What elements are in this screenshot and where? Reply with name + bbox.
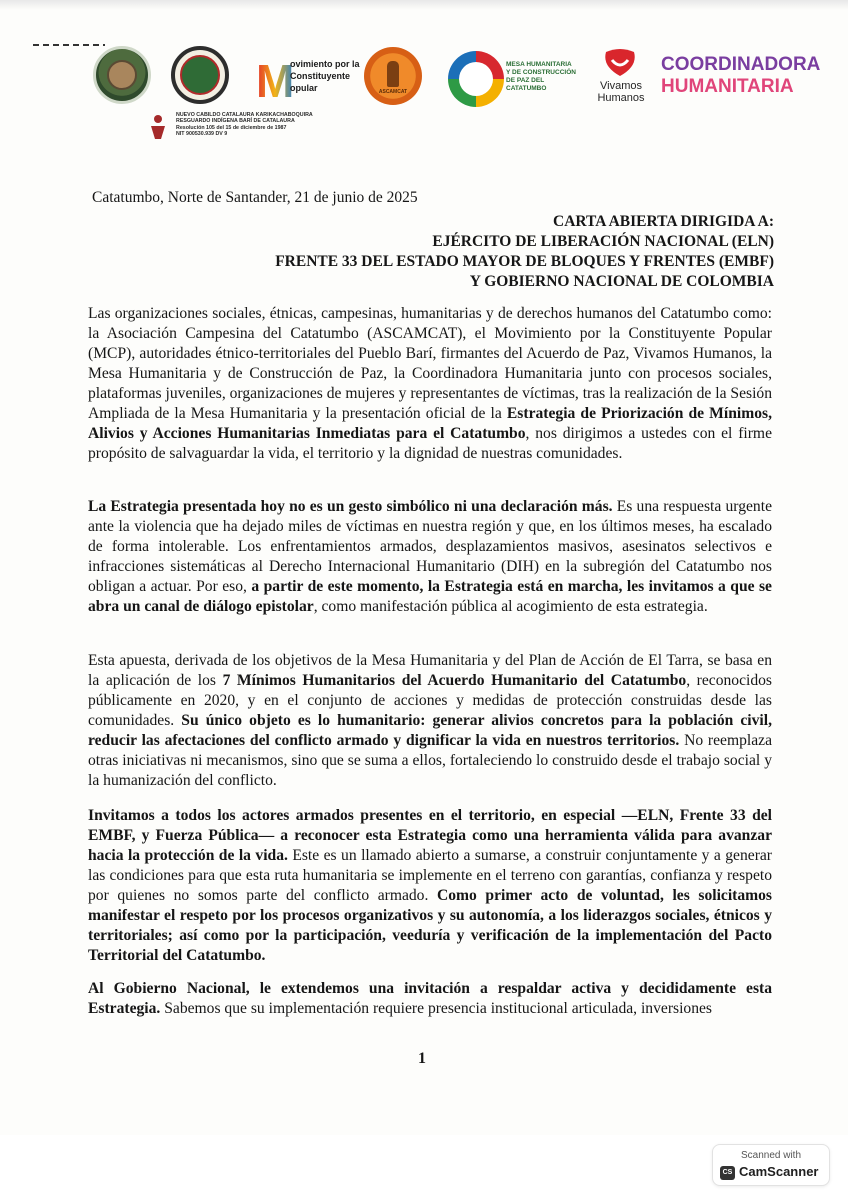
mcp-line-2: Constituyente xyxy=(290,71,351,81)
camscanner-watermark xyxy=(712,1144,830,1186)
vivamos-line-1: Vivamos xyxy=(600,80,642,92)
p3-text-a: Esta apuesta, derivada de los objetivos de la Mesa Humanitaria y del Plan de Acción de El Tarra, se basa en la aplicación de los xyxy=(88,652,772,689)
leader-portrait-logo xyxy=(93,46,151,104)
cabildo-bari-logo xyxy=(171,46,229,104)
ascamcat-label: ASCAMCAT xyxy=(378,89,408,95)
cabildo-caption-text xyxy=(176,112,313,138)
addressee-line-1: CARTA ABIERTA DIRIGIDA A: xyxy=(553,213,774,230)
mcp-logo xyxy=(256,52,371,112)
paragraph-1 xyxy=(88,304,772,464)
ascamcat-figure-icon xyxy=(387,61,399,87)
p1-strategy-name: Estrategia de Priorización de Mínimos, Alivios y Acciones Humanitarias Inmediatas para el Catatumbo xyxy=(88,405,772,442)
mcp-logo-text xyxy=(290,58,370,94)
addressee-line-2: EJÉRCITO DE LIBERACIÓN NACIONAL (ELN) xyxy=(432,233,774,250)
coordinadora-line-1: COORDINADORA xyxy=(661,54,821,75)
p1-text-c: , nos dirigimos a ustedes con el firme propósito de salvaguardar la vida, el territorio y la dignidad de nuestras comunidades. xyxy=(88,425,772,462)
p3-text-e: No reemplaza otras iniciativas ni mecanismos, sino que se suma a ellos, fortaleciendo lo construido desde el trabajo social y la humanización del conflicto. xyxy=(88,732,772,789)
dateline: Catatumbo, Norte de Santander, 21 de junio de 2025 xyxy=(92,189,418,206)
handwritten-dash-mark xyxy=(33,44,105,46)
smile-heart-icon xyxy=(600,48,640,78)
p4-invitation: Invitamos a todos los actores armados presentes en el territorio, en especial —ELN, Frente 33 del EMBF, y Fuerza Pública— a reconocer esta Estrategia como una herramienta válida para avanzar hacia la protección de la vida. xyxy=(88,807,772,864)
coordinadora-humanitaria-logo xyxy=(661,54,821,104)
mcp-letter: M xyxy=(256,55,295,107)
cabildo-caption xyxy=(148,112,378,148)
mesa-humanitaria-logo xyxy=(448,51,578,111)
mesa-line-3: DE PAZ DEL CATATUMBO xyxy=(506,77,547,92)
p3-objective: Su único objeto es lo humanitario: generar alivios concretos para la población civil, reducir las afectaciones del conflicto armado y dignificar la vida en nuestros territorios. xyxy=(88,712,772,749)
paragraph-4 xyxy=(88,806,772,966)
cabildo-figure-icon xyxy=(148,114,168,140)
p5-text-b: Sabemos que su implementación requiere presencia institucional articulada, inversiones xyxy=(160,1000,712,1017)
cabildo-line-4: NIT 900530.939 DV 9 xyxy=(176,131,228,138)
p4-request: Como primer acto de voluntad, les solicitamos manifestar el respeto por los procesos organizativos y su autonomía, a los liderazgos sociales, étnicos y territoriales; así como por la participación, veeduría y verificación de la implementación del Pacto Territorial del Catatumbo. xyxy=(88,887,772,964)
p2-invitation: a partir de este momento, la Estrategia está en marcha, les invitamos a que se abra un canal de diálogo epistolar xyxy=(88,578,772,615)
mesa-line-1: MESA HUMANITARIA xyxy=(506,61,572,68)
vivamos-logo-text xyxy=(592,80,650,104)
scan-edge-shadow xyxy=(0,0,848,10)
p2-lead: La Estrategia presentada hoy no es un gesto simbólico ni una declaración más. xyxy=(88,498,613,515)
p4-text-b: Este es un llamado abierto a sumarse, a construir conjuntamente y a generar las condiciones para que esta ruta humanitaria se implemente en el terreno con garantías, confianza y respeto por quienes no somos parte del conflicto armado. xyxy=(88,847,772,904)
mesa-line-2: Y DE CONSTRUCCIÓN xyxy=(506,69,576,76)
p1-text-a: Las organizaciones sociales, étnicas, campesinas, humanitarias y de derechos humanos del Catatumbo como: la Asociación Campesina del Catatumbo (ASCAMCAT), el Movimiento por la Constituyente Popular (MCP), autoridades étnico-territoriales del Pueblo Barí, firmantes del Acuerdo de Paz, Vivamos Humanos, la Mesa Humanitaria y de Construcción de Paz, la Coordinadora Humanitaria junto con procesos sociales, plataformas juveniles, organizaciones de mujeres y representantes de víctimas, tras la realización de la Sesión Ampliada de la Mesa Humanitaria y la presentación oficial de la xyxy=(88,305,772,422)
addressee-line-4: Y GOBIERNO NACIONAL DE COLOMBIA xyxy=(469,273,774,290)
mesa-logo-text xyxy=(506,61,580,93)
mcp-line-1: ovimiento por la xyxy=(290,59,360,69)
addressee-line-3: FRENTE 33 DEL ESTADO MAYOR DE BLOQUES Y FRENTES (EMBF) xyxy=(275,253,774,270)
mesa-emblem-icon xyxy=(448,51,504,107)
cabildo-emblem xyxy=(180,55,220,95)
paragraph-3 xyxy=(88,651,772,791)
ascamcat-logo xyxy=(364,47,422,105)
camscanner-top-text: Scanned with xyxy=(740,1150,802,1161)
p2-text-d: , como manifestación pública al acogimiento de esta estrategia. xyxy=(313,598,708,615)
page-number: 1 xyxy=(418,1050,426,1067)
p2-text-b: Es una respuesta urgente ante la violencia que ha dejado miles de víctimas en nuestra región y que, en los últimos meses, ha escalado de forma intolerable. Los enfrentamientos armados, desplazamientos masivos, asesinatos selectivos e infracciones sistemáticas al Derecho Internacional Humanitario (DIH) en la subregión del Catatumbo nos obligan a actuar. Por eso, xyxy=(88,498,772,595)
mcp-line-3: opular xyxy=(290,83,318,93)
paragraph-5 xyxy=(88,979,772,1019)
cabildo-line-3: Resolución 105 del 15 de diciembre de 1987 xyxy=(176,124,287,131)
camscanner-icon: CS xyxy=(720,1166,735,1180)
p3-minimos: 7 Mínimos Humanitarios del Acuerdo Humanitario del Catatumbo xyxy=(222,672,687,689)
vivamos-humanos-logo xyxy=(592,46,650,108)
camscanner-name: CamScanner xyxy=(739,1164,819,1179)
paragraph-2 xyxy=(88,497,772,617)
p5-government: Al Gobierno Nacional, le extendemos una invitación a respaldar activa y decididamente esta Estrategia. xyxy=(88,980,772,1017)
portrait-face xyxy=(107,60,137,90)
cabildo-line-2: RESGUARDO INDÍGENA BARÍ DE CATALAURA xyxy=(176,118,295,125)
addressee-block xyxy=(275,212,774,292)
coordinadora-line-2: HUMANITARIA xyxy=(661,76,794,97)
p3-text-c: , reconocidos públicamente en 2020, y en el conjunto de acciones y medidas de protección construidas desde las comunidades. xyxy=(88,672,773,729)
cabildo-line-1: NUEVO CABILDO CATALAURA KARIKACHABOQUIRA xyxy=(176,112,313,118)
vivamos-line-2: Humanos xyxy=(597,92,645,104)
